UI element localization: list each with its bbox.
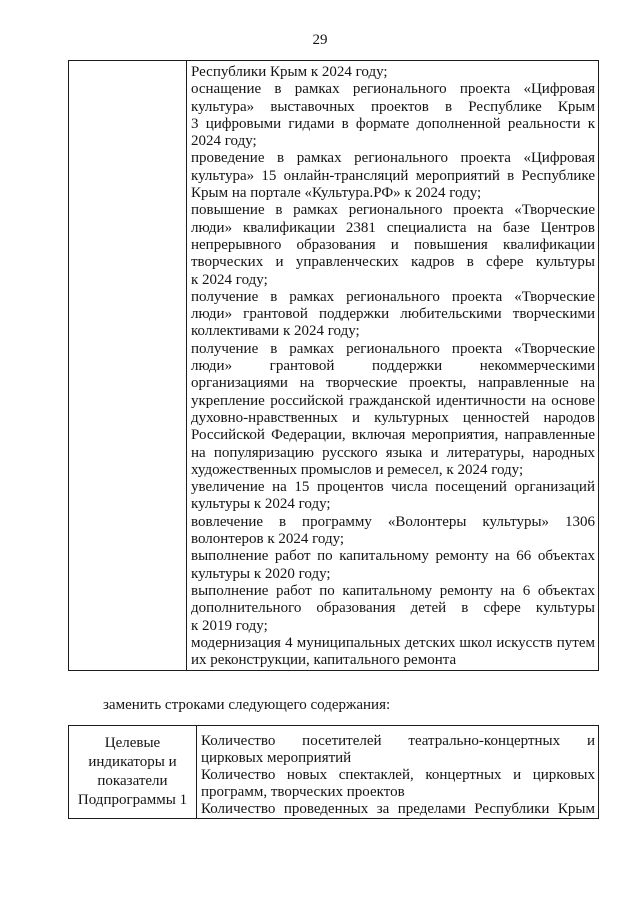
text-line: модернизация 4 муниципальных детских школ искусств путем [191, 634, 595, 651]
text-line: люди» грантовой поддержки некоммерческими [191, 358, 595, 375]
text-line: получение в рамках регионального проекта «Творческие [191, 340, 595, 357]
text-line: культура» выставочных проектов в Республике Крым [191, 98, 595, 115]
text-line: к 2019 году; [191, 617, 268, 634]
text-line: люди» грантовой поддержки любительскими творческими [191, 306, 595, 323]
text-line: духовно-нравственных и культурных ценностей народов [191, 409, 595, 426]
text-line: программ, творческих проектов [201, 784, 405, 800]
table-left-cell-empty [69, 61, 187, 670]
text-line: Целевые [104, 735, 161, 751]
text-line: повышение в рамках регионального проекта «Творческие [191, 202, 595, 219]
text-line: показатели [97, 773, 168, 789]
text-line: непрерывного образования и повышения квалификации [191, 236, 595, 253]
text-line: Количество новых спектаклей, концертных и цирковых [201, 767, 595, 783]
text-line: художественных промыслов и ремесел, к 2024 году; [191, 461, 524, 478]
text-line: вовлечение в программу «Волонтеры культуры» 1306 [191, 513, 595, 530]
text-line: творческих и управленческих кадров в сфере культуры [191, 254, 595, 271]
table-row-label-cell [69, 726, 197, 818]
text-line: проведение в рамках регионального проекта «Цифровая [191, 150, 595, 167]
text-line: к 2024 году; [191, 271, 268, 288]
text-line: Подпрограммы 1 [77, 792, 188, 808]
text-line: волонтеров к 2024 году; [191, 531, 345, 548]
text-line: организациями на творческие проекты, направленные на [191, 375, 595, 392]
text-line: культура» 15 онлайн-трансляций мероприятий в Республике [191, 167, 595, 184]
text-line: коллективами к 2024 году; [191, 323, 360, 340]
text-line: Российской Федерации, включая мероприятия, направленные [191, 427, 595, 444]
text-line: выполнение работ по капитальному ремонту на 6 объектах [191, 582, 595, 599]
text-line: на популяризацию русского языка и литературы, народных [191, 444, 595, 461]
text-line: индикаторы и [88, 754, 177, 770]
text-line: Количество посетителей театрально-концертных и [201, 733, 595, 749]
text-line: культуры к 2024 году; [191, 496, 331, 513]
text-line: укрепление российской гражданской идентичности на основе [191, 392, 595, 409]
text-line: Республики Крым к 2024 году; [191, 64, 388, 80]
table-current-rows [68, 60, 599, 671]
text-line: Количество проведенных за пределами Республики Крым [201, 801, 595, 817]
text-line: получение в рамках регионального проекта «Творческие [191, 288, 595, 305]
text-line: Крым на портале «Культура.РФ» к 2024 году; [191, 185, 482, 202]
text-line: культуры к 2020 году; [191, 565, 331, 582]
text-line: их реконструкции, капитального ремонта [191, 652, 457, 669]
instruction-paragraph: заменить строками следующего содержания: [103, 697, 391, 713]
table-row-value-cell [197, 726, 598, 818]
table-replacement-rows [68, 725, 599, 819]
text-line: увеличение на 15 процентов числа посещений организаций [191, 479, 595, 496]
text-line: выполнение работ по капитальному ремонту на 66 объектах [191, 548, 595, 565]
table-right-cell-text [187, 61, 598, 670]
text-line: цирковых мероприятий [201, 750, 352, 766]
text-line: 3 цифровыми гидами в формате дополненной реальности к [191, 115, 595, 132]
page-number: 29 [312, 32, 328, 48]
text-line: дополнительного образования детей в сфере культуры [191, 600, 595, 617]
text-line: оснащение в рамках регионального проекта «Цифровая [191, 81, 595, 98]
text-line: 2024 году; [191, 133, 257, 150]
text-line: люди» квалификации 2381 специалиста на базе Центров [191, 219, 595, 236]
